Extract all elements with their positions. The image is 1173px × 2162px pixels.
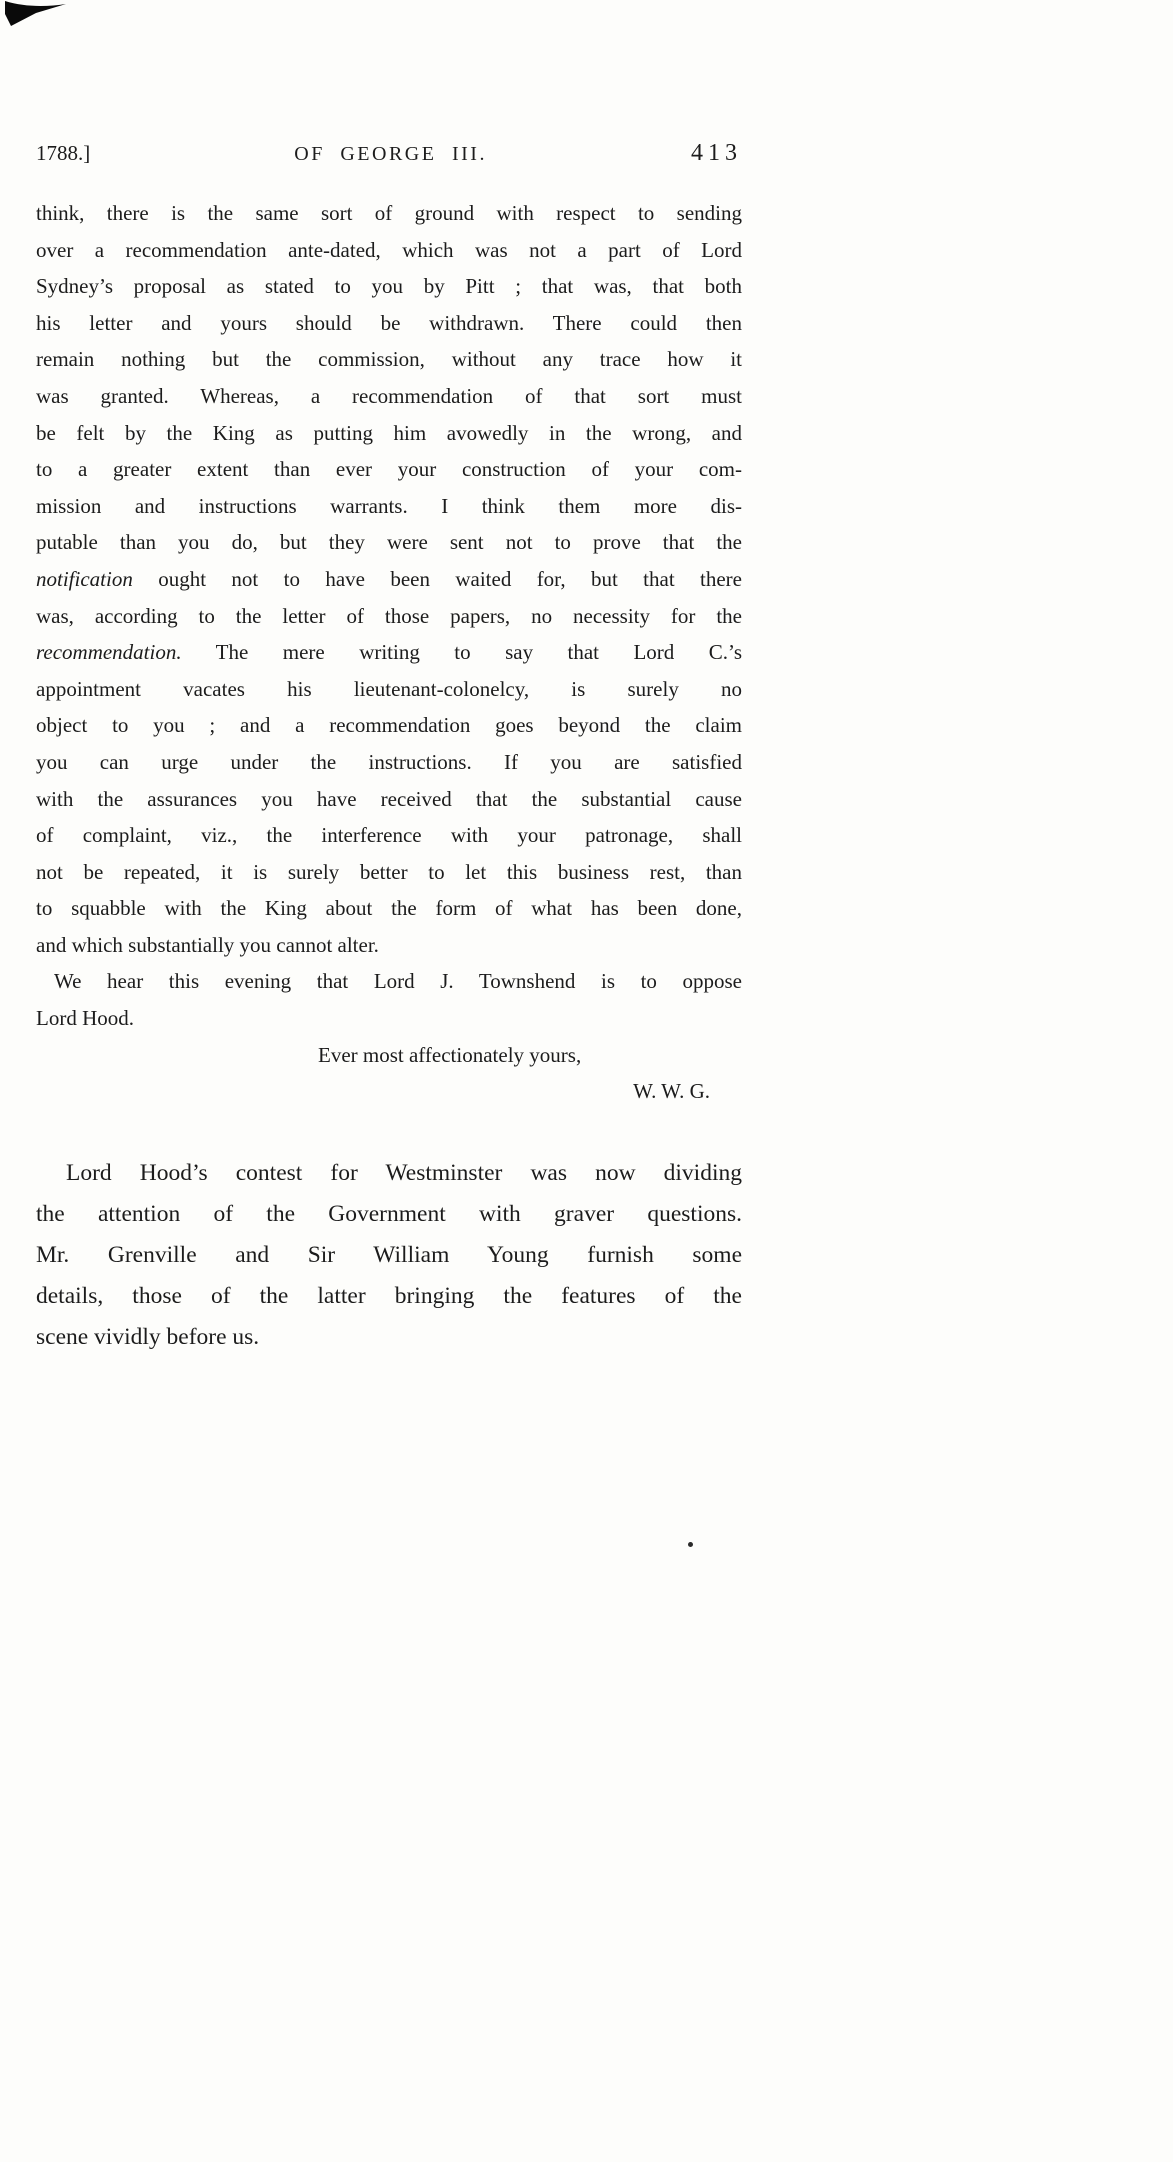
text-segment: appointment vacates his lieutenant-colonelcy, is surely no <box>36 676 742 701</box>
text-segment: be felt by the King as putting him avowedly in the wrong, and <box>36 420 742 445</box>
text-line <box>36 781 742 818</box>
text-segment: his letter and yours should be withdrawn. There could then <box>36 310 742 335</box>
text-line <box>36 415 742 452</box>
text-segment: remain nothing but the commission, without any trace how it <box>36 347 742 372</box>
text-line <box>36 451 742 488</box>
text-line <box>36 232 742 269</box>
text-line <box>36 963 742 1000</box>
text-segment: object to you ; and a recommendation goes beyond the claim <box>36 713 742 738</box>
text-segment: details, those of the latter bringing the features of the <box>36 1282 742 1309</box>
text-line <box>36 634 742 671</box>
text-segment: with the assurances you have received that the substantial cause <box>36 786 742 811</box>
ink-blot-mark <box>4 0 70 28</box>
text-line <box>36 707 742 744</box>
text-segment: you can urge under the instructions. If you are satisfied <box>36 749 742 774</box>
text-line <box>36 1153 742 1194</box>
text-segment: and which substantially you cannot alter. <box>36 932 379 957</box>
text-line <box>36 378 742 415</box>
text-segment: Sydney’s proposal as stated to you by Pitt ; that was, that both <box>36 274 742 299</box>
text-segment: mission and instructions warrants. I think them more dis- <box>36 493 742 518</box>
text-segment: We hear this evening that Lord J. Townshend is to oppose <box>54 969 742 994</box>
text-segment: Lord Hood’s contest for Westminster was now dividing <box>66 1159 742 1186</box>
text-line <box>36 305 742 342</box>
text-line <box>36 1317 742 1358</box>
text-line <box>36 671 742 708</box>
text-segment: was, according to the letter of those papers, no necessity for the <box>36 603 742 628</box>
text-line <box>36 524 742 561</box>
italic-text: recommendation. <box>36 640 182 665</box>
text-segment: to squabble with the King about the form of what has been done, <box>36 896 742 921</box>
text-line <box>36 195 742 232</box>
text-segment: to a greater extent than ever your construction of your com- <box>36 457 742 482</box>
letter-body <box>36 195 742 1037</box>
text-line <box>36 744 742 781</box>
text-line <box>36 341 742 378</box>
text-line <box>36 927 742 964</box>
text-line <box>36 268 742 305</box>
narrative-paragraph <box>36 1153 742 1358</box>
text-segment: was granted. Whereas, a recommendation of that sort must <box>36 383 742 408</box>
text-line <box>36 890 742 927</box>
text-segment: the attention of the Government with graver questions. <box>36 1200 742 1227</box>
text-line <box>36 1194 742 1235</box>
page-number: 413 <box>691 140 742 166</box>
text-line <box>36 561 742 598</box>
text-segment: of complaint, viz., the interference with your patronage, shall <box>36 823 742 848</box>
text-line <box>36 1276 742 1317</box>
text-segment: ought not to have been waited for, but that there <box>132 566 742 591</box>
text-column <box>36 140 742 1358</box>
text-line <box>36 854 742 891</box>
text-segment: Mr. Grenville and Sir William Young furnish some <box>36 1241 742 1268</box>
text-segment: scene vividly before us. <box>36 1323 260 1350</box>
letter-signature: W. W. G. <box>633 1079 710 1104</box>
text-line <box>36 598 742 635</box>
text-segment: The mere writing to say that Lord C.’s <box>181 640 742 665</box>
text-line <box>36 817 742 854</box>
text-line <box>36 1235 742 1276</box>
letter-closing: Ever most affectionately yours, <box>318 1042 582 1067</box>
text-line <box>36 488 742 525</box>
text-line <box>36 1000 742 1037</box>
italic-text: notification <box>36 566 133 591</box>
header-title: OF GEORGE III. <box>294 143 487 165</box>
header-date: 1788.] <box>36 141 91 165</box>
print-speck <box>688 1542 693 1547</box>
text-segment: not be repeated, it is surely better to let this business rest, than <box>36 859 742 884</box>
text-segment: over a recommendation ante-dated, which was not a part of Lord <box>36 237 742 262</box>
text-segment: Lord Hood. <box>36 1006 134 1031</box>
running-header <box>36 140 742 167</box>
text-segment: think, there is the same sort of ground with respect to sending <box>36 201 742 225</box>
text-segment: putable than you do, but they were sent not to prove that the <box>36 530 742 555</box>
